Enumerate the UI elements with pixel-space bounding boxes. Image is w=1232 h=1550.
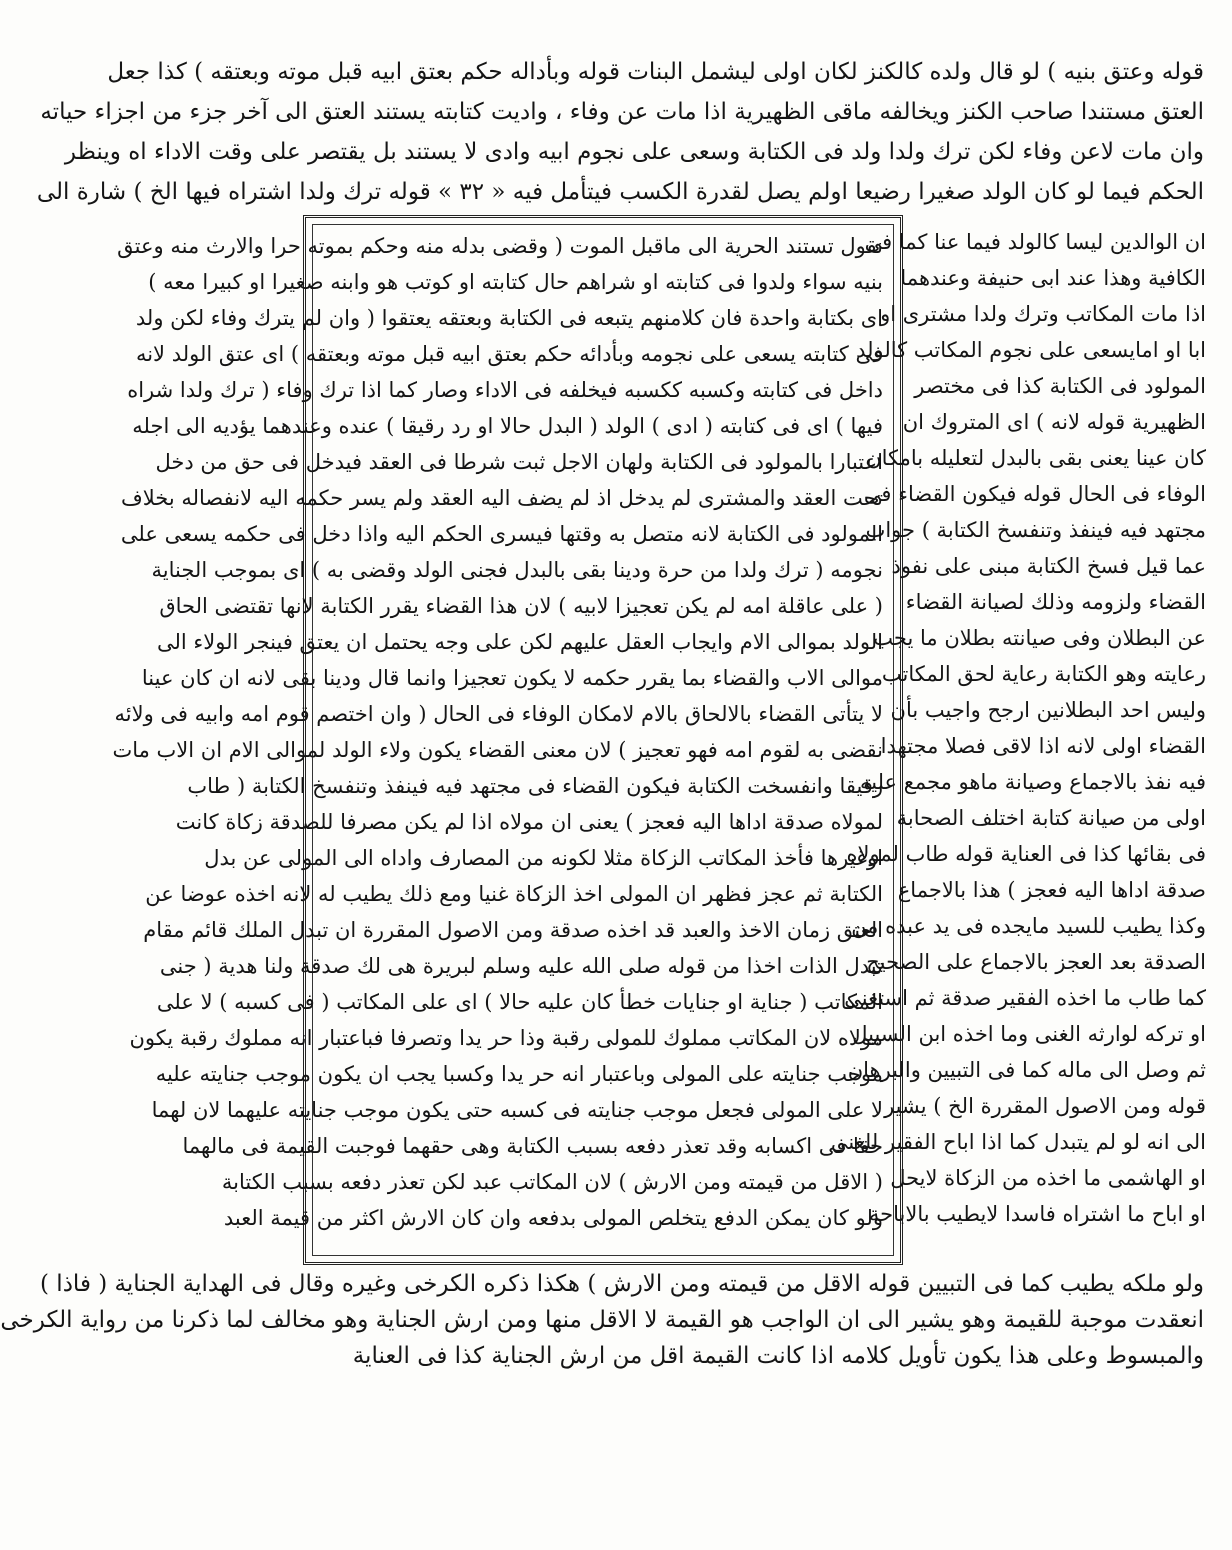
- side-line: مجتهد فيه فينفذ وتنفسخ الكتابة ) جواب: [865, 518, 1206, 542]
- boxed-line: فيها ) اى فى كتابته ( ادى ) الولد ( البدل حالا او رد رقيقا ) عنده وعندهما يؤديه الى اجله: [132, 414, 883, 438]
- side-line: وكذا يطيب للسيد مايجده فى يد عبده من: [851, 914, 1206, 938]
- boxed-line: ولو كان يمكن الدفع يتخلص المولى بدفعه وان كان الارش اكثر من قيمة العبد: [223, 1206, 883, 1230]
- side-line: الصدقة بعد العجز بالاجماع على الصحيح: [866, 950, 1206, 974]
- header-line: قوله وعتق بنيه ) لو قال ولده كالكنز لكان اولی لیشمل البنات قوله وبأداله حكم بعتق ابیه قبل موته وبعتقه ) كذا جعل: [107, 59, 1204, 85]
- side-line: او الهاشمى ما اخذه من الزكاة لايحل: [890, 1166, 1206, 1190]
- side-line: القضاء ولزومه وذلك لصيانة القضاء: [905, 590, 1206, 614]
- side-line: المولود فى الكتابة كذا فى مختصر: [914, 374, 1206, 398]
- side-line: ان الوالدين ليسا كالولد فيما عنا كما فى: [864, 230, 1206, 254]
- boxed-line: نجومه ( ترك ولدا من حرة ودينا بقى بالبدل فجنى الولد وقضى به ) اى بموجب الجناية: [151, 558, 883, 582]
- boxed-line: لا على المولى فجعل موجب جنايته فى كسبه حتى يكون موجب جنايته عليهما لان لهما: [151, 1098, 883, 1122]
- header-line: الحكم فيما لو كان الولد صغيرا رضيعا اولم يصل لقدرة الكسب فيتأمل فيه « ٣٢ » قوله ترك ولدا اشتراه فيها الخ ) شارة الى: [36, 179, 1204, 205]
- boxed-line: اعتبارا بالمولود فى الكتابة ولهان الاجل ثبت شرطا فى العقد فيدخل فى حق من دخل: [155, 450, 883, 474]
- boxed-line: لا يتأتى القضاء بالالحاق بالام لامكان الوفاء فى الحال ( وان اختصم قوم امه وابيه فى ولائه: [114, 702, 883, 726]
- boxed-text-inner-border: [112, 224, 894, 1256]
- side-line: فى بقائها كذا فى العناية قوله طاب لمولاه: [846, 842, 1206, 866]
- header-line: وان مات لاعن وفاء لكن ترك ولدا ولد فى الكتابة وسعى على نجوم ابيه وادى لا يستند بل يقتصر على وقت الاداء اه وينظر: [64, 139, 1204, 165]
- boxed-line: اى بكتابة واحدة فان كلامنهم يتبعه فى الكتابة وبعتقه يعتقوا ( وان لم يترك وفاء لكن ولد: [135, 306, 883, 330]
- side-line: كما طاب ما اخذه الفقير صدقة ثم استغنى: [844, 986, 1206, 1010]
- side-line: ابا او امايسعى على نجوم المكاتب كالولد: [856, 338, 1206, 362]
- side-line: قوله ومن الاصول المقررة الخ ) يشير: [884, 1094, 1206, 1118]
- side-line: رعايته وهو الكتابة رعاية لحق المكاتب: [881, 662, 1206, 686]
- header-line: العتق مستندا صاحب الكنز ويخالفه ماقى الظهيرية اذا مات عن وفاء ، واديت كتابته يستند العتق الى آخر جزء من اجزاء حياته: [40, 99, 1204, 125]
- boxed-line: المولود فى الكتابة لانه متصل به وقتها فيسرى الحكم اليه واذا دخل فى حكمه يسعى على: [120, 522, 883, 546]
- boxed-text-panel: [112, 215, 903, 1265]
- side-line: الظهيرية قوله لانه ) اى المتروك ان: [902, 410, 1206, 434]
- boxed-line: تحت العقد والمشترى لم يدخل اذ لم يضف اليه العقد ولم يسر حكمه اليه لانفصاله بخلاف: [121, 486, 883, 510]
- boxed-line: ( الاقل من قيمته ومن الارش ) لان المكاتب عبد لكن تعذر دفعه بسبب الكتابة: [221, 1170, 883, 1194]
- side-line: ثم وصل الى ماله كما فى التبيين والبرهان: [847, 1058, 1206, 1082]
- boxed-line: ( على عاقلة امه لم يكن تعجيزا لابيه ) لان هذا القضاء يقرر الكتابة لانها تقتضى الحاق: [159, 594, 883, 618]
- side-line: القضاء اولى لانه اذا لاقى فصلا مجتهدا: [880, 734, 1206, 758]
- boxed-line: حقا فى اكسابه وقد تعذر دفعه بسبب الكتابة وهى حقهما فوجبت القيمة فى مالهما: [182, 1134, 883, 1158]
- side-line: او اباح ما اشتراه فاسدا لايطيب بالاباحة: [868, 1202, 1206, 1226]
- side-line: اولى من صيانة كتابة اختلف الصحابة: [896, 806, 1206, 830]
- side-line: الكافية وهذا عند ابى حنيفة وعندهما: [900, 266, 1206, 290]
- boxed-line: موالى الاب والقضاء بما يقرر حكمه لا يكون تعجيزا وانما قال ودينا بقى لانه ان كان عينا: [141, 666, 883, 690]
- footer-line: والمبسوط وعلى هذا يكون تأويل كلامه اذا كانت القيمة اقل من ارش الجناية كذا فى العناية: [352, 1343, 1204, 1369]
- side-commentary-column: [830, 215, 1206, 1265]
- side-line: كان عينا يعنى بقى بالبدل لتعليله بامكان: [866, 446, 1206, 470]
- boxed-line: فى كتابته يسعى على نجومه وبأدائه حكم بعتق ابيه قبل موته وبعتقه ) اى عتق الولد لانه: [135, 342, 883, 366]
- side-line: عما قيل فسخ الكتابة مبنى على نفوذ: [891, 554, 1206, 578]
- side-line: اذا مات المكاتب وترك ولدا مشترى او: [880, 302, 1206, 326]
- boxed-line: الولد بموالى الام وايجاب العقل عليهم لكن على وجه يحتمل ان يعتق فينجر الولاء الى: [157, 630, 883, 654]
- side-line: صدقة اداها اليه فعجز ) هذا بالاجماع: [897, 878, 1206, 902]
- boxed-line: تبدل الذات اخذا من قوله صلى الله عليه وسلم لبريرة هى لك صدقة ولنا هدية ( جنى: [159, 954, 883, 978]
- side-line: الوفاء فى الحال قوله فيكون القضاء فى: [863, 482, 1206, 506]
- boxed-line: نقول تستند الحرية الى ماقبل الموت ( وقضى بدله منه وحكم بموته حرا والارث منه وعتق: [117, 234, 883, 258]
- side-line: او تركه لوارثه الغنى وما اخذه ابن السبيل: [852, 1022, 1206, 1046]
- boxed-line: داخل فى كتابته وكسبه ككسبه فيخلفه فى الاداء وصار كما اذا ترك وفاء ( ترك ولدا شراه: [127, 378, 883, 402]
- boxed-line: موجب جنايته على المولى وباعتبار انه حر يدا وكسبا يجب ان يكون موجب جنايته عليه: [155, 1062, 883, 1086]
- boxed-line: لمولاه صدقة اداها اليه فعجز ) يعنى ان مولاه اذا لم يكن مصرفا للصدقة زكاة كانت: [175, 810, 883, 834]
- side-line: الى انه لو لم يتبدل كما اذا اباح الفقير للغنى: [830, 1130, 1206, 1154]
- side-line: عن البطلان وفى صيانته بطلان ما يجب: [873, 626, 1206, 650]
- boxed-line: الكتابة ثم عجز فظهر ان المولى اخذ الزكاة غنيا ومع ذلك يطيب له لانه اخذه عوضا عن: [145, 882, 883, 906]
- boxed-line: المكاتب ( جناية او جنايات خطأ كان عليه حالا ) اى على المكاتب ( فى كسبه ) لا على: [156, 990, 883, 1014]
- side-line: وليس احد البطلانين ارجح واجيب بأن: [890, 698, 1206, 722]
- boxed-line: العتق زمان الاخذ والعبد قد اخذه صدقة ومن الاصول المقررة ان تبدل الملك قائم مقام: [143, 918, 883, 942]
- boxed-line: رقيقا وانفسخت الكتابة فيكون القضاء فى مجتهد فيه فينفذ وتنفسخ الكتابة ( طاب: [187, 774, 883, 798]
- boxed-line: مولاه لان المكاتب مملوك للمولى رقبة وذا حر يدا وتصرفا فباعتبار انه مملوك رقبة يكون: [129, 1026, 883, 1050]
- footer-line: انعقدت موجبة للقيمة وهو يشير الى ان الواجب هو القيمة لا الاقل منها ومن ارش الجناية وهو مخالف لما ذكرنا من رواية الكرخى: [0, 1307, 1204, 1333]
- boxed-line: بنيه سواء ولدوا فى كتابته او شراهم حال كتابته او كوتب هو وابنه صغيرا او كبيرا معه ): [148, 270, 883, 294]
- boxed-line: نقضى به لقوم امه فهو تعجيز ) لان معنى القضاء يكون ولاء الولد لموالى الام ان الاب مات: [112, 738, 883, 762]
- boxed-line: اوغيرها فأخذ المكاتب الزكاة مثلا لكونه من المصارف واداه الى المولى عن بدل: [204, 846, 883, 870]
- footer-line: ولو ملكه يطيب كما فى التبيين قوله الاقل من قيمته ومن الارش ) هكذا ذكره الكرخى وغيره وقال فى الهداية الجناية ( فاذا ): [40, 1271, 1204, 1297]
- side-line: فيه نفذ بالاجماع وصيانة ماهو مجمع عليه: [859, 770, 1206, 794]
